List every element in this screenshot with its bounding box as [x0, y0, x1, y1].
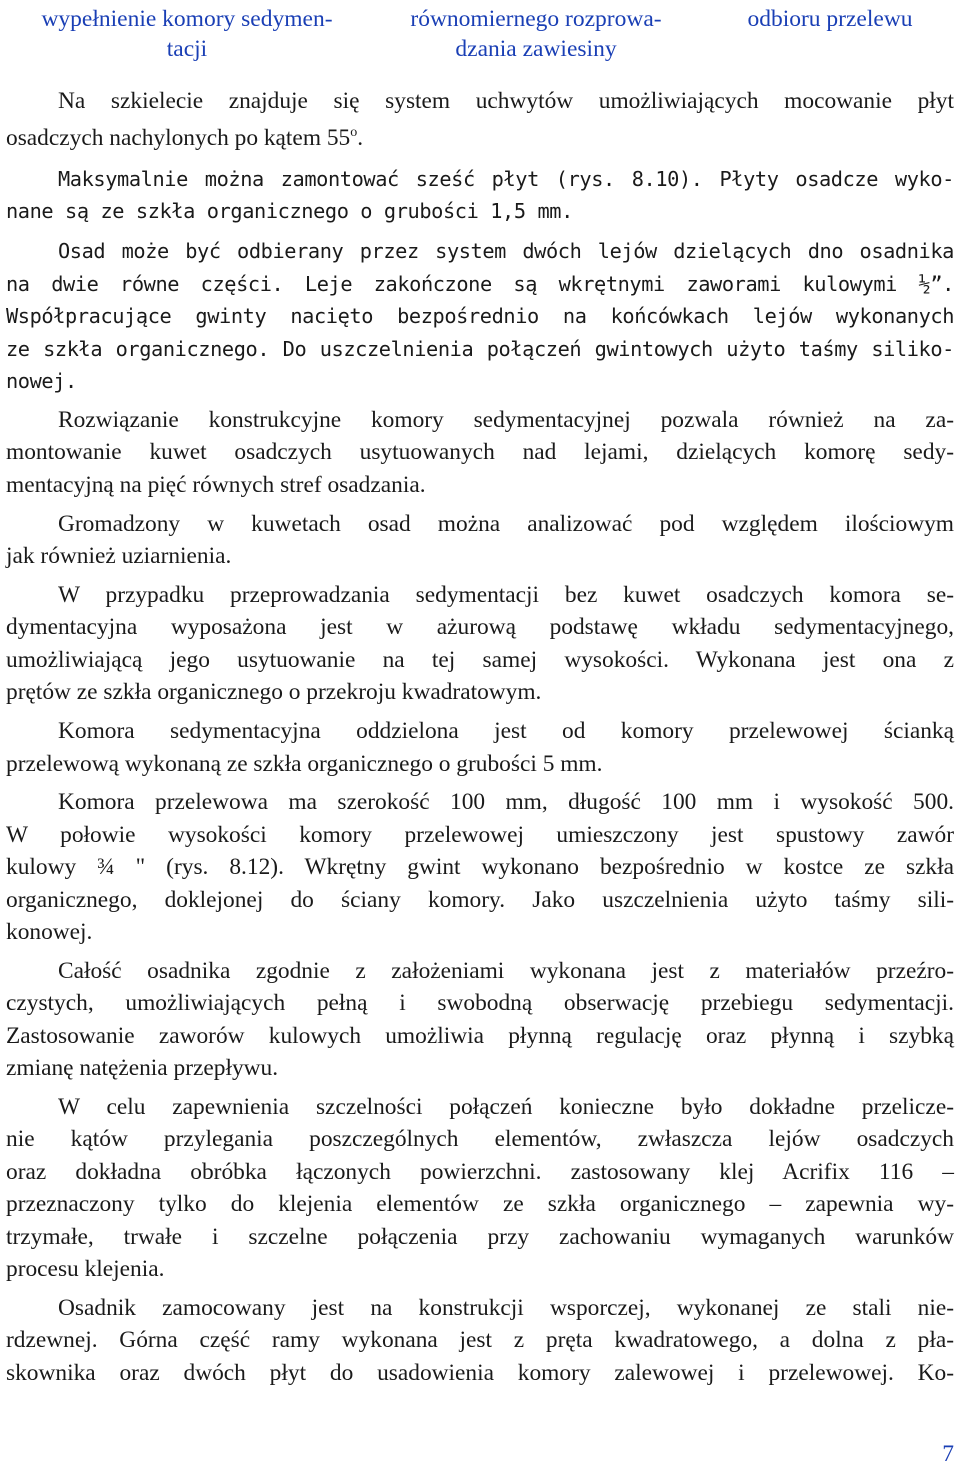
text-line: kulowy ¾ " (rys. 8.12). Wkrętny gwint wykonano bezpośrednio w kostce ze szkła — [6, 854, 954, 881]
text-line: przelewową wykonaną ze szkła organicznego o grubości 5 mm. — [6, 750, 603, 777]
text-line: Zastosowanie zaworów kulowych umożliwia płynną regulację oraz płynną i szybką — [6, 1022, 954, 1049]
document-page — [6, 0, 954, 1386]
text-span: . — [357, 125, 364, 152]
text-line: nane są ze szkła organicznego o grubości 1,5 mm. — [6, 199, 573, 224]
text-line: umożliwiającą jego usytuowanie na tej samej wysokości. Wykonana jest ona z — [6, 646, 954, 673]
text-line: nie kątów przylegania poszczególnych elementów, zwłaszcza lejów osadczych — [6, 1126, 954, 1153]
text-line: Całość osadnika zgodnie z założeniami wykonana jest z materiałów przeźro- — [58, 957, 954, 984]
caption-line: wypełnienie komory sedymen- — [41, 6, 333, 32]
text-line: jak również uziarnienia. — [6, 543, 232, 570]
text-line: rdzewnej. Górna część ramy wykonana jest z pręta kwadratowego, a dolna z pła- — [6, 1327, 954, 1354]
caption-overflow-collection — [706, 4, 954, 34]
caption-filling-chamber — [6, 4, 368, 64]
text-line: nowej. — [6, 369, 77, 394]
text-line: Osadnik zamocowany jest na konstrukcji wsporczej, wykonanej ze stali nie- — [58, 1295, 954, 1322]
caption-line: tacji — [166, 36, 208, 62]
body-text — [6, 85, 954, 1389]
text-line: trzymałe, trwałe i szczelne połączenia przy zachowaniu wymaganych warunków — [6, 1223, 954, 1250]
paragraph — [6, 85, 954, 155]
paragraph — [6, 404, 954, 501]
paragraph — [6, 508, 954, 573]
text-line: Rozwiązanie konstrukcyjne komory sedymentacyjnej pozwala również na za- — [58, 406, 954, 433]
figure-caption-row — [6, 0, 954, 70]
paragraph — [6, 163, 954, 228]
caption-uniform-distribution — [378, 4, 694, 64]
text-line — [6, 117, 954, 154]
text-line: skownika oraz dwóch płyt do usadowienia komory zalewowej i przelewowej. Ko- — [6, 1359, 954, 1386]
text-line: czystych, umożliwiających pełną i swobodną obserwację przebiegu sedymentacji. — [6, 990, 954, 1017]
text-line: ze szkła organicznego. Do uszczelnienia połączeń gwintowych użyto taśmy siliko- — [6, 336, 954, 361]
text-line: mentacyjną na pięć równych stref osadzania. — [6, 471, 426, 498]
text-line: W celu zapewnienia szczelności połączeń konieczne było dokładne przelicze- — [58, 1094, 954, 1121]
caption-line: równomiernego rozprowa- — [410, 6, 662, 32]
text-line: Komora sedymentacyjna oddzielona jest od komory przelewowej ścianką — [58, 718, 954, 745]
text-line: oraz dokładna obróbka łączonych powierzchni. zastosowany klej Acrifix 116 – — [6, 1158, 954, 1185]
paragraph — [6, 1091, 954, 1285]
text-line: Komora przelewowa ma szerokość 100 mm, długość 100 mm i wysokość 500. — [58, 789, 954, 816]
text-line: Na szkielecie znajduje się system uchwytów umożliwiających mocowanie płyt — [58, 88, 954, 114]
degree-superscript: o — [350, 125, 358, 141]
text-line: W przypadku przeprowadzania sedymentacji bez kuwet osadczych komora se- — [58, 581, 954, 608]
page-number: 7 — [942, 1441, 954, 1467]
text-line: dymentacyjna wyposażona jest w ażurową podstawę wkładu sedymentacyjnego, — [6, 614, 954, 641]
text-line: przeznaczony tylko do klejenia elementów ze szkła organicznego – zapewnia wy- — [6, 1191, 954, 1218]
text-line: prętów ze szkła organicznego o przekroju kwadratowym. — [6, 679, 542, 706]
text-line: W połowie wysokości komory przelewowej umieszczony jest spustowy zawór — [6, 821, 954, 848]
paragraph — [6, 1292, 954, 1389]
text-line: zmianę natężenia przepływu. — [6, 1055, 279, 1082]
caption-line: dzania zawiesiny — [455, 36, 617, 62]
caption-line: odbioru przelewu — [747, 6, 913, 32]
text-line: na dwie równe części. Leje zakończone są wkrętnymi zaworami kulowymi ½”. — [6, 271, 954, 296]
text-line: konowej. — [6, 919, 93, 946]
paragraph — [6, 786, 954, 948]
text-line: Gromadzony w kuwetach osad można analizować pod względem ilościowym — [58, 510, 954, 537]
paragraph — [6, 715, 954, 780]
text-line: procesu klejenia. — [6, 1256, 165, 1283]
text-line: Współpracujące gwinty nacięto bezpośrednio na końcówkach lejów wykonanych — [6, 304, 954, 329]
text-line: montowanie kuwet osadczych usytuowanych nad lejami, dzielących komorę sedy- — [6, 439, 954, 466]
paragraph — [6, 235, 954, 397]
text-line: organicznego, doklejonej do ściany komory. Jako uszczelnienia użyto taśmy sili- — [6, 886, 954, 913]
text-span: osadczych nachylonych po kątem 55 — [6, 125, 351, 152]
paragraph — [6, 955, 954, 1085]
text-line: Osad może być odbierany przez system dwóch lejów dzielących dno osadnika — [58, 239, 954, 264]
paragraph — [6, 579, 954, 709]
text-line: Maksymalnie można zamontować sześć płyt (rys. 8.10). Płyty osadcze wyko- — [58, 166, 954, 191]
